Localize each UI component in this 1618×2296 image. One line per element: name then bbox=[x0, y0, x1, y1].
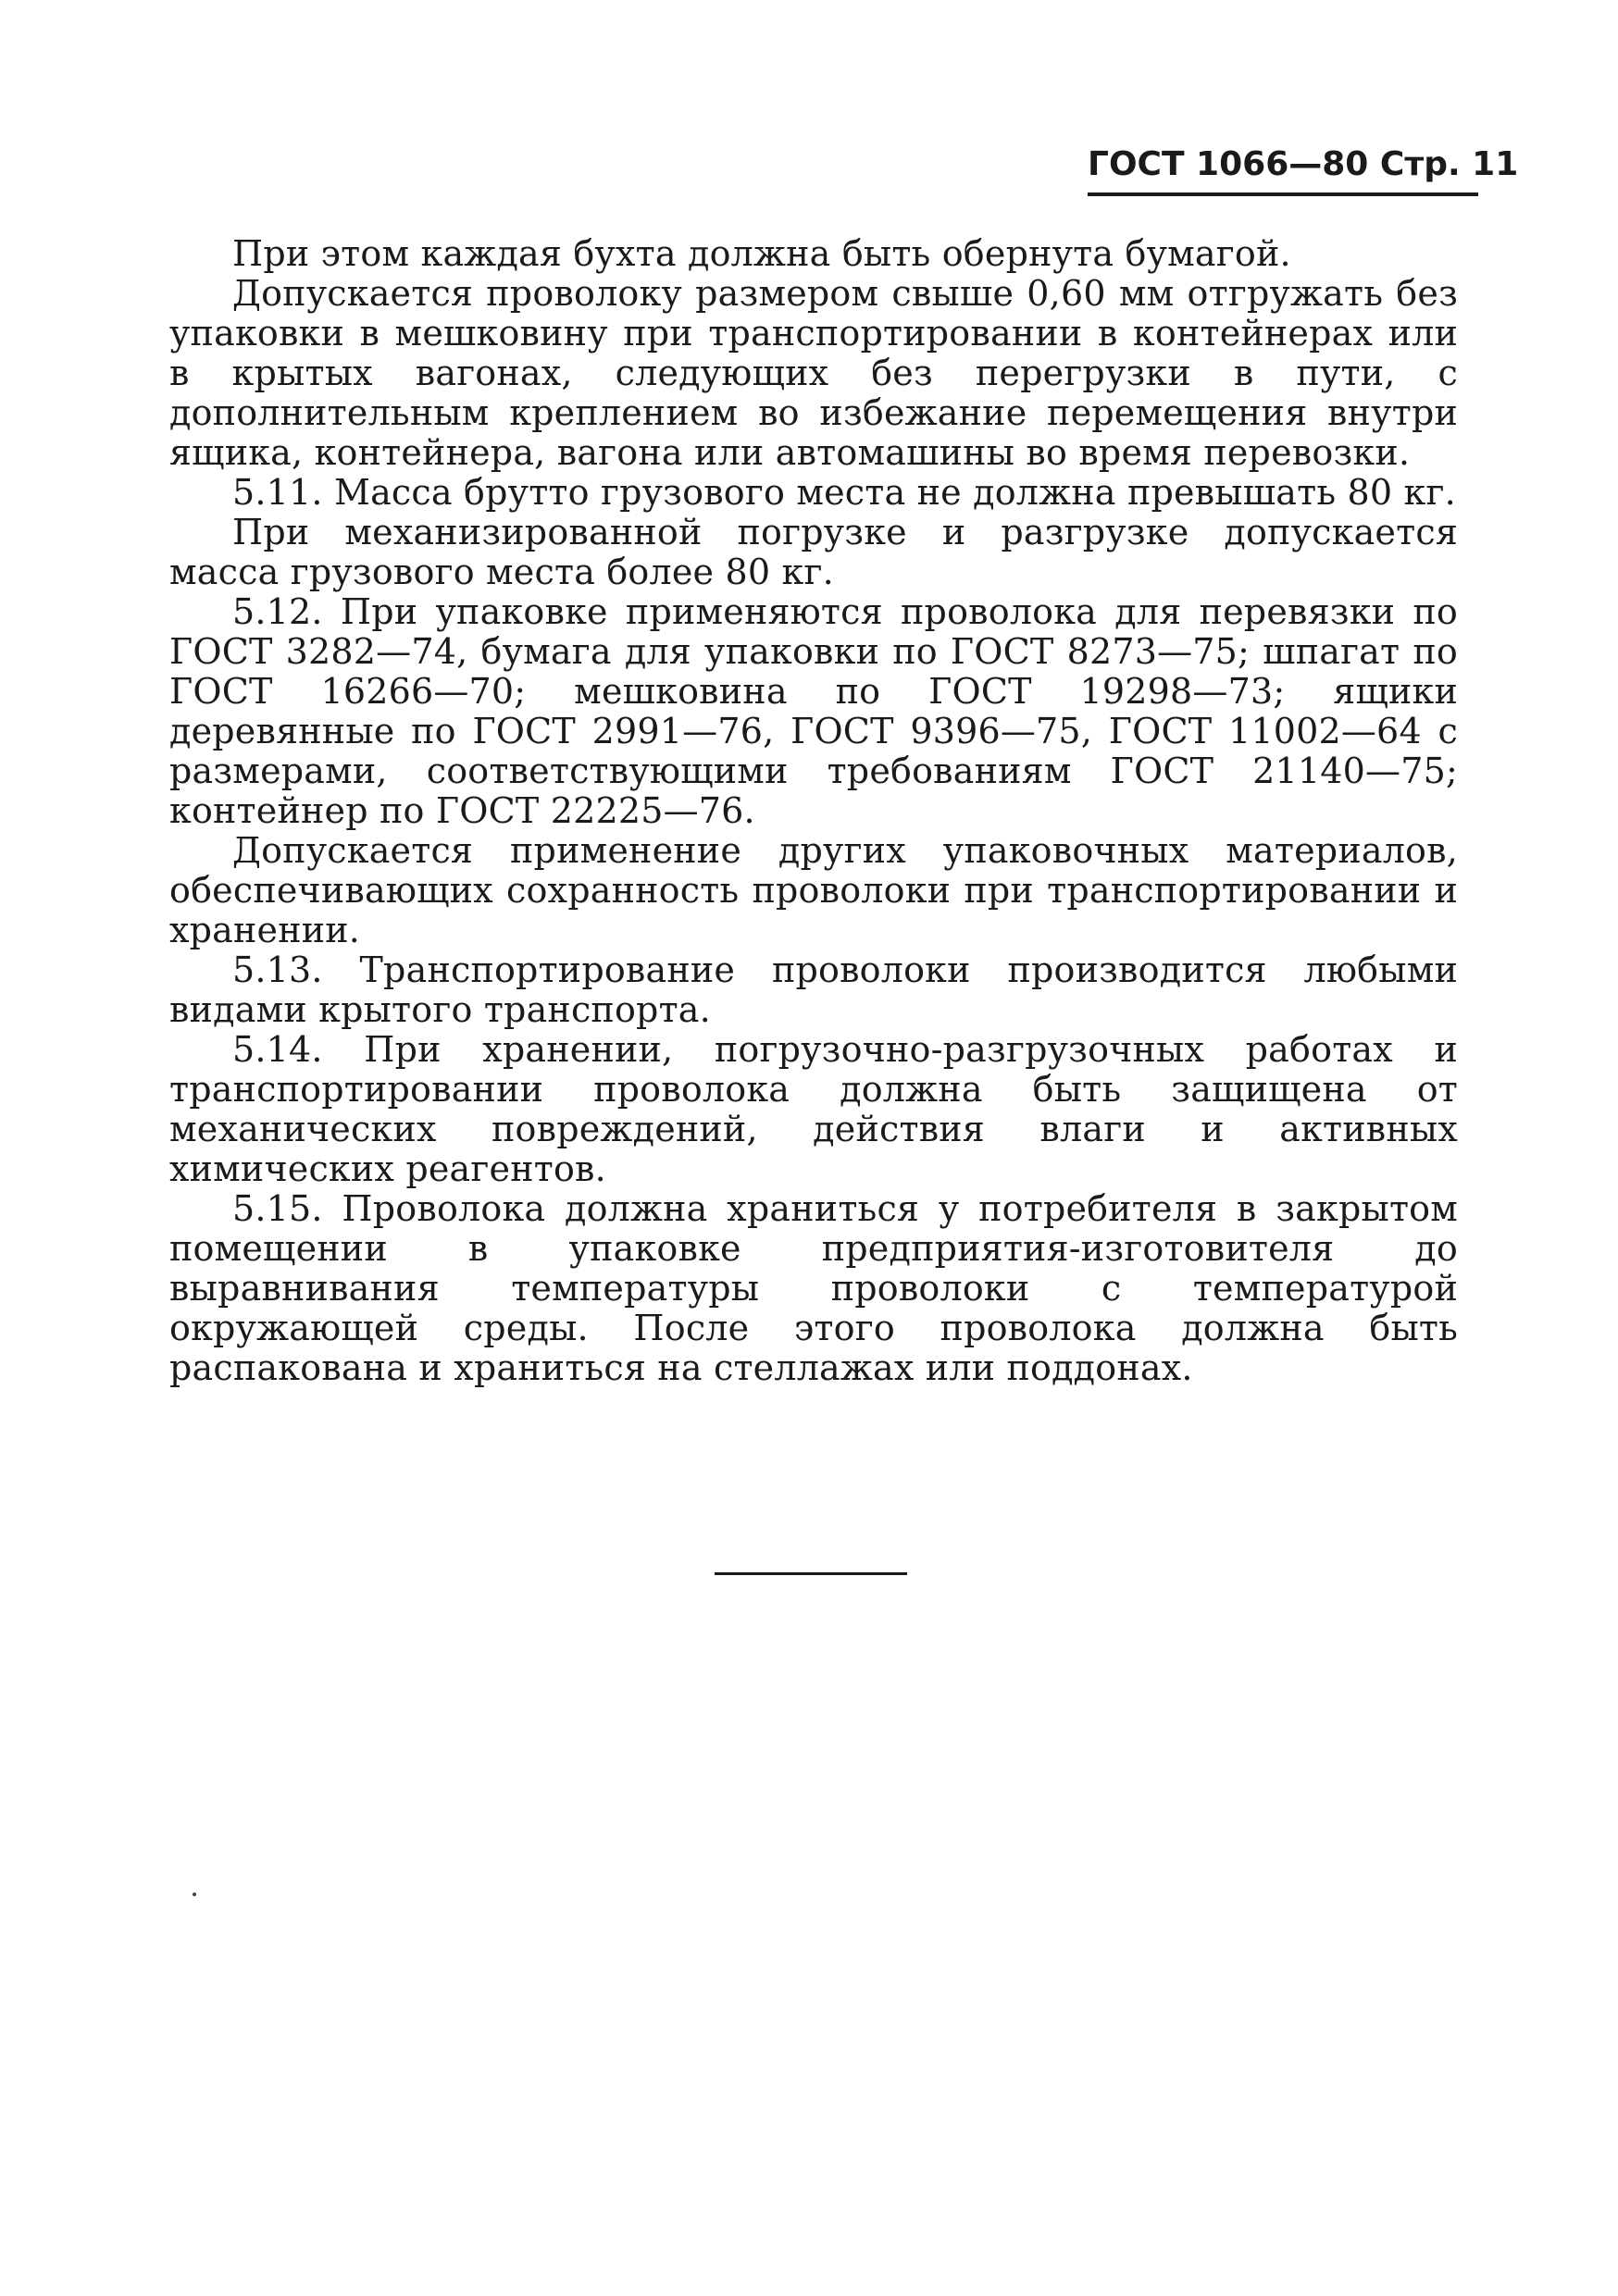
clause-5-13: 5.13. Транспортирование проволоки производится любыми видами крытого транспорта. bbox=[169, 949, 1458, 1030]
page-number: Стр. 11 bbox=[1379, 145, 1519, 183]
paragraph-mechanized-loading: При механизированной погрузке и разгрузке допускается масса грузового места более 80 кг. bbox=[169, 512, 1458, 592]
page-header bbox=[1088, 141, 1519, 196]
clause-5-14: 5.14. При хранении, погрузочно-разгрузочных работах и транспортировании проволока должна быть защищена от механических повреждений, действия влаги и активных химических реагентов. bbox=[169, 1029, 1458, 1189]
paragraph-no-sacking-allowance: Допускается проволоку размером свыше 0,60 мм отгружать без упаковки в мешковину при транспортировании в контейнерах или в крытых вагонах, следующих без перегрузки в пути, с дополнительным креплением во избежание перемещения внутри ящика, контейнера, вагона или автомашины во время перевозки. bbox=[169, 273, 1458, 473]
standard-number: ГОСТ 1066—80 bbox=[1088, 145, 1369, 183]
body-text bbox=[169, 234, 1458, 1388]
clause-5-12: 5.12. При упаковке применяются проволока для перевязки по ГОСТ 3282—74, бумага для упаковки по ГОСТ 8273—75; шпагат по ГОСТ 16266—70; мешковина по ГОСТ 19298—73; ящики деревянные по ГОСТ 2991—76, ГОСТ 9396—75, ГОСТ 11002—64 с размерами, соответствующими требованиям ГОСТ 21140—75; контейнер по ГОСТ 22225—76. bbox=[169, 591, 1458, 831]
clause-5-15: 5.15. Проволока должна храниться у потребителя в закрытом помещении в упаковке предприятия-изготовителя до выравнивания температуры проволоки с температурой окружающей среды. После этого проволока должна быть распакована и храниться на стеллажах или поддонах. bbox=[169, 1188, 1458, 1388]
end-of-text-rule bbox=[715, 1572, 907, 1575]
scan-speck bbox=[193, 1893, 196, 1896]
clause-5-11: 5.11. Масса брутто грузового места не должна превышать 80 кг. bbox=[232, 472, 1456, 513]
paragraph-wrapping-note: При этом каждая бухта должна быть обернута бумагой. bbox=[232, 233, 1291, 274]
paragraph-other-materials: Допускается применение других упаковочных материалов, обеспечивающих сохранность проволоки при транспортировании и хранении. bbox=[169, 830, 1458, 950]
